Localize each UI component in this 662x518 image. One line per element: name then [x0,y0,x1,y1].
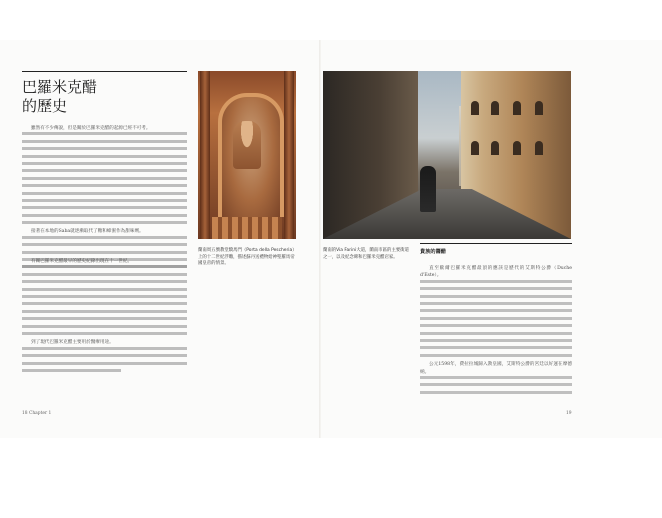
chapter-title-block [22,71,187,116]
left-paragraph-two: 接著在本地的Saba就逐漸取代了糖和蜂蜜作為甜味劑。 [31,229,144,235]
sidebar-box [420,243,572,398]
left-first-sentence: 雖然有不少傳說，但是關於巴羅米克醋的起源已經不可考。 [31,126,151,131]
left-body-text [22,125,187,273]
left-paragraph-three: 有關巴羅米克醋最早的歷史紀錄出現在十一世紀。 [31,259,133,264]
sidebar-heading: 貴族的醬醋 [420,249,446,255]
relief-photo-caption: 蘭南周五號教堂騎馬門（Porta della Pescheria）上的十二世紀浮雕，描述蘇丹送禮物給神聖羅馬帝國皇帝的情景。 [198,248,295,267]
sidebar-paragraph-b: 公元1598年，費拉拉城歸入教皇國，艾斯特公爵的宮廷以好運在摩德納。 [420,362,572,375]
book-gutter [319,40,321,438]
chapter-title-line-1: 巴羅米克醋 [22,78,98,96]
left-page-footer: 18 Chapter 1 [22,411,52,416]
left-paragraph-four: 到了現代巴羅米克醋主要用於醫療用途。 [31,340,114,346]
street-photo [323,71,571,239]
chapter-title-line-2: 的歷史 [22,97,68,115]
sidebar-paragraph-a: 直至歐爾巴羅米克醋最頂的應該是歷代的艾斯特公爵（Duche d'Este）。 [420,266,572,279]
relief-carving-photo [198,71,296,239]
left-body-text-lower [22,258,187,376]
sidebar-body [420,265,572,394]
right-page-number: 19 [566,411,572,416]
street-photo-caption: 蘭南的Via Farini大道，蘭南市區的主要街道之一，以及紀念碑和巴羅米克醋店家。 [323,248,409,260]
book-spread [0,40,662,438]
